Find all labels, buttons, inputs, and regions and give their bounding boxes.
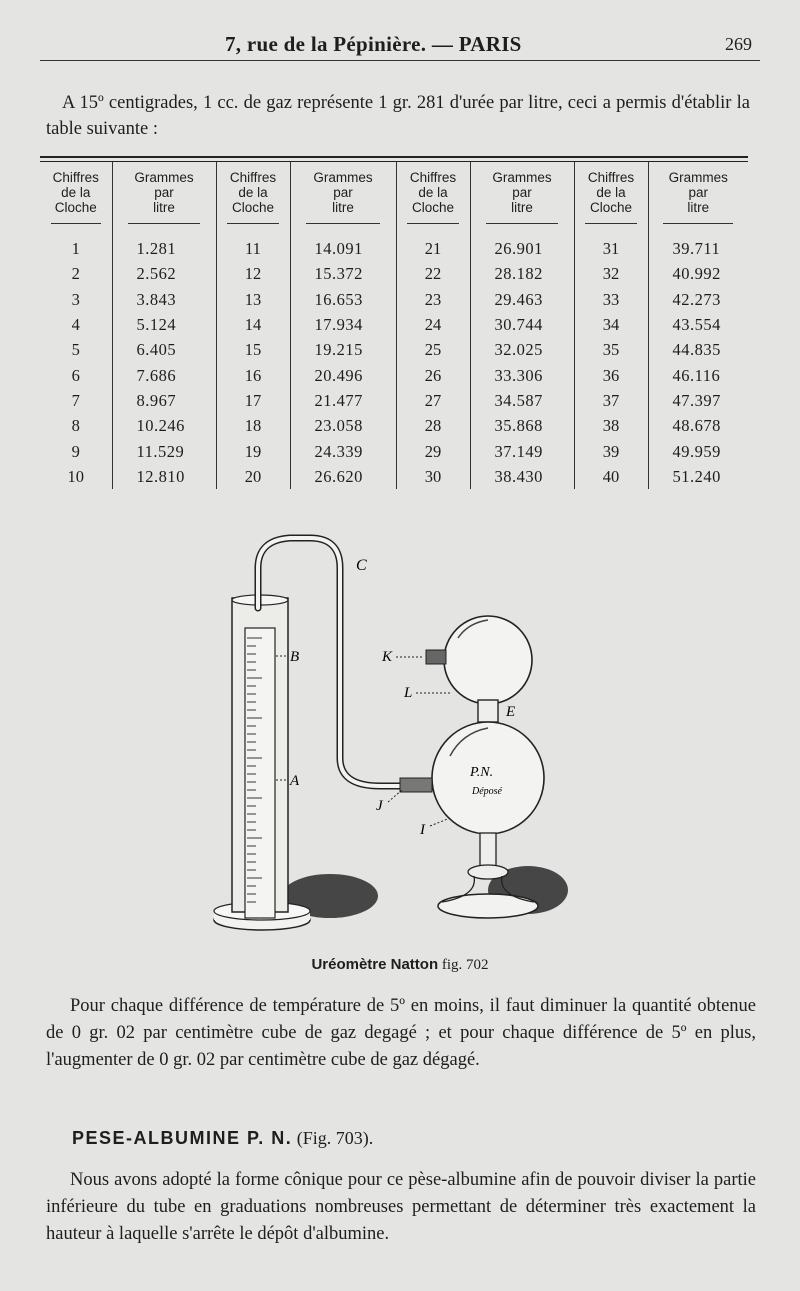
cloche-cell: 3 — [71, 289, 80, 309]
grammes-cell: 6.405 — [112, 337, 216, 362]
column-header-line: de la — [61, 185, 91, 200]
table-body — [40, 230, 748, 489]
grammes-cell: 39.711 — [648, 230, 748, 261]
cloche-cell: 29 — [396, 438, 470, 463]
column-header-line: Cloche — [411, 200, 455, 215]
grammes-cell: 26.901 — [470, 230, 574, 261]
grammes-cell: 5.124 — [112, 312, 216, 337]
column-header-line: litre — [511, 200, 533, 215]
table-header-row — [40, 162, 748, 230]
cloche-cell: 22 — [396, 261, 470, 286]
column-header — [112, 162, 216, 230]
cloche-cell: 17 — [216, 388, 290, 413]
maker-mark-sub: Déposé — [472, 786, 502, 797]
column-header-line: par — [688, 185, 708, 200]
column-header — [290, 162, 396, 230]
grammes-cell: 14.091 — [290, 230, 396, 261]
intro-text: A 15º centigrades, 1 cc. de gaz représente 1 gr. 281 d'urée par litre, ceci a permis d'établir la table suivante : — [46, 93, 750, 139]
grammes-cell: 46.116 — [648, 362, 748, 387]
upper-bulb — [444, 616, 532, 704]
grammes-cell: 19.215 — [290, 337, 396, 362]
column-header-line: Grammes — [492, 170, 552, 185]
grammes-cell: 20.496 — [290, 362, 396, 387]
cloche-cell: 32 — [574, 261, 648, 286]
grammes-cell: 16.653 — [290, 287, 396, 312]
cloche-cell: 10 — [67, 466, 84, 486]
caption-title: Uréomètre Natton — [311, 956, 439, 973]
cloche-cell: 9 — [71, 441, 80, 461]
cloche-cell: 20 — [216, 464, 290, 489]
column-header — [40, 162, 112, 230]
flask-stem — [480, 833, 496, 867]
maker-mark: P.N. — [470, 765, 494, 780]
cloche-cell: 28 — [396, 413, 470, 438]
column-header-line: de la — [418, 185, 448, 200]
column-header-line: Cloche — [589, 200, 633, 215]
cloche-cell: 12 — [216, 261, 290, 286]
header-underline — [486, 223, 558, 224]
grammes-cell: 12.810 — [112, 464, 216, 489]
grammes-cell: 17.934 — [290, 312, 396, 337]
cloche-cell: 16 — [216, 362, 290, 387]
grammes-cell: 34.587 — [470, 388, 574, 413]
table-row — [40, 312, 748, 337]
grammes-cell: 37.149 — [470, 438, 574, 463]
grammes-cell: 32.025 — [470, 337, 574, 362]
grammes-cell: 49.959 — [648, 438, 748, 463]
page-number: 269 — [725, 34, 752, 54]
page-header — [40, 30, 760, 61]
cloche-cell: 36 — [574, 362, 648, 387]
column-header — [216, 162, 290, 230]
grammes-cell: 15.372 — [290, 261, 396, 286]
albumine-paragraph — [46, 1167, 756, 1248]
table-row — [40, 287, 748, 312]
caption-fig-number: fig. 702 — [441, 957, 489, 973]
column-header-line: Chiffres — [587, 170, 635, 185]
grammes-cell: 33.306 — [470, 362, 574, 387]
table-row — [40, 464, 748, 489]
temperature-paragraph — [46, 993, 756, 1074]
ureometer-illustration — [190, 528, 610, 948]
cloche-cell: 23 — [396, 287, 470, 312]
column-header — [574, 162, 648, 230]
cloche-cell: 6 — [71, 365, 80, 385]
label-b: B — [290, 649, 300, 665]
column-header-line: Chiffres — [229, 170, 277, 185]
label-i: I — [420, 822, 425, 838]
header-underline — [227, 223, 278, 224]
grammes-cell: 2.562 — [112, 261, 216, 286]
header-underline — [128, 223, 200, 224]
header-underline — [306, 223, 380, 224]
column-header-line: Cloche — [54, 200, 97, 215]
table-row — [40, 438, 748, 463]
grammes-cell: 44.835 — [648, 337, 748, 362]
table-top-rule — [40, 156, 748, 158]
cloche-cell: 31 — [574, 230, 648, 261]
label-k: K — [382, 649, 393, 665]
cloche-cell: 8 — [71, 416, 80, 436]
cloche-cell: 34 — [574, 312, 648, 337]
column-header-line: par — [333, 185, 353, 200]
cloche-cell: 7 — [71, 390, 80, 410]
label-e: E — [506, 704, 516, 720]
column-header-line: Chiffres — [409, 170, 457, 185]
section-heading — [72, 1128, 373, 1149]
header-underline — [663, 223, 733, 224]
tube-connector-j — [400, 778, 432, 792]
cloche-cell: 30 — [396, 464, 470, 489]
albumine-text: Nous avons adopté la forme cônique pour ce pèse-albumine afin de pouvoir diviser la partie inférieure du tube en graduations nombreuses permettant de déterminer très exactement la hauteur à laquelle s'arrête le dépôt d'albumine. — [46, 1170, 756, 1244]
header-underline — [585, 223, 636, 224]
column-header-line: litre — [153, 200, 175, 215]
column-header — [648, 162, 748, 230]
column-header-line: par — [512, 185, 532, 200]
cloche-cell: 21 — [396, 230, 470, 261]
grammes-cell: 7.686 — [112, 362, 216, 387]
cloche-cell: 19 — [216, 438, 290, 463]
header-underline — [51, 223, 101, 224]
cloche-cell: 15 — [216, 337, 290, 362]
grammes-cell: 11.529 — [112, 438, 216, 463]
column-header-line: Grammes — [313, 170, 373, 185]
grammes-cell: 10.246 — [112, 413, 216, 438]
grammes-cell: 47.397 — [648, 388, 748, 413]
flask-foot — [438, 894, 538, 918]
cloche-cell: 33 — [574, 287, 648, 312]
intro-paragraph — [46, 90, 750, 142]
urea-table — [40, 162, 748, 489]
cloche-cell: 39 — [574, 438, 648, 463]
cloche-cell: 4 — [71, 315, 80, 335]
header-underline — [407, 223, 458, 224]
column-header — [396, 162, 470, 230]
column-header-line: par — [154, 185, 174, 200]
grammes-cell: 23.058 — [290, 413, 396, 438]
section-title: PESE-ALBUMINE P. N. — [72, 1128, 293, 1148]
bulb-neck — [478, 700, 498, 722]
table-row — [40, 337, 748, 362]
column-header-line: litre — [687, 200, 710, 215]
column-header-line: Chiffres — [52, 170, 99, 185]
column-header-line: litre — [332, 200, 354, 215]
label-j: J — [376, 798, 383, 814]
grammes-cell: 3.843 — [112, 287, 216, 312]
table-row — [40, 413, 748, 438]
grammes-cell: 30.744 — [470, 312, 574, 337]
cloche-cell: 13 — [216, 287, 290, 312]
grammes-cell: 26.620 — [290, 464, 396, 489]
inner-tube — [245, 628, 275, 918]
column-header-line: Grammes — [668, 170, 728, 185]
label-l: L — [404, 685, 413, 701]
ureometer-figure — [190, 528, 610, 948]
grammes-cell: 24.339 — [290, 438, 396, 463]
label-c: C — [356, 557, 367, 574]
grammes-cell: 40.992 — [648, 261, 748, 286]
cloche-cell: 24 — [396, 312, 470, 337]
cloche-cell: 11 — [216, 230, 290, 261]
cloche-cell: 27 — [396, 388, 470, 413]
cloche-cell: 38 — [574, 413, 648, 438]
cloche-cell: 2 — [71, 264, 80, 284]
column-header — [470, 162, 574, 230]
grammes-cell: 8.967 — [112, 388, 216, 413]
table-row — [40, 362, 748, 387]
column-header-line: Cloche — [231, 200, 275, 215]
cloche-cell: 1 — [71, 239, 80, 259]
grammes-cell: 43.554 — [648, 312, 748, 337]
grammes-cell: 21.477 — [290, 388, 396, 413]
figure-caption — [0, 956, 800, 974]
grammes-cell: 29.463 — [470, 287, 574, 312]
cloche-cell: 14 — [216, 312, 290, 337]
column-header-line: de la — [238, 185, 268, 200]
column-header-line: Grammes — [134, 170, 194, 185]
grammes-cell: 28.182 — [470, 261, 574, 286]
urea-table-container — [40, 156, 748, 489]
column-header-line: de la — [596, 185, 626, 200]
cloche-cell: 26 — [396, 362, 470, 387]
grammes-cell: 1.281 — [112, 230, 216, 261]
grammes-cell: 48.678 — [648, 413, 748, 438]
table-row — [40, 388, 748, 413]
cloche-cell: 40 — [574, 464, 648, 489]
running-title: 7, rue de la Pépinière. — PARIS — [225, 32, 522, 56]
grammes-cell: 35.868 — [470, 413, 574, 438]
cloche-cell: 25 — [396, 337, 470, 362]
table-row — [40, 261, 748, 286]
section-fig-ref: (Fig. 703). — [296, 1128, 374, 1148]
grammes-cell: 51.240 — [648, 464, 748, 489]
table-row — [40, 230, 748, 261]
grammes-cell: 42.273 — [648, 287, 748, 312]
cloche-cell: 35 — [574, 337, 648, 362]
cloche-cell: 18 — [216, 413, 290, 438]
temperature-text: Pour chaque différence de température de 5º en moins, il faut diminuer la quantité obtenue de 0 gr. 02 par centimètre cube de gaz degagé ; et pour chaque différence de 5º en plus, l'augmenter de 0 gr. 02 par centimètre cube de gaz dégagé. — [46, 996, 756, 1070]
grammes-cell: 38.430 — [470, 464, 574, 489]
label-a: A — [290, 773, 300, 789]
cloche-cell: 5 — [71, 340, 80, 360]
cloche-cell: 37 — [574, 388, 648, 413]
stopcock-k — [426, 650, 446, 664]
